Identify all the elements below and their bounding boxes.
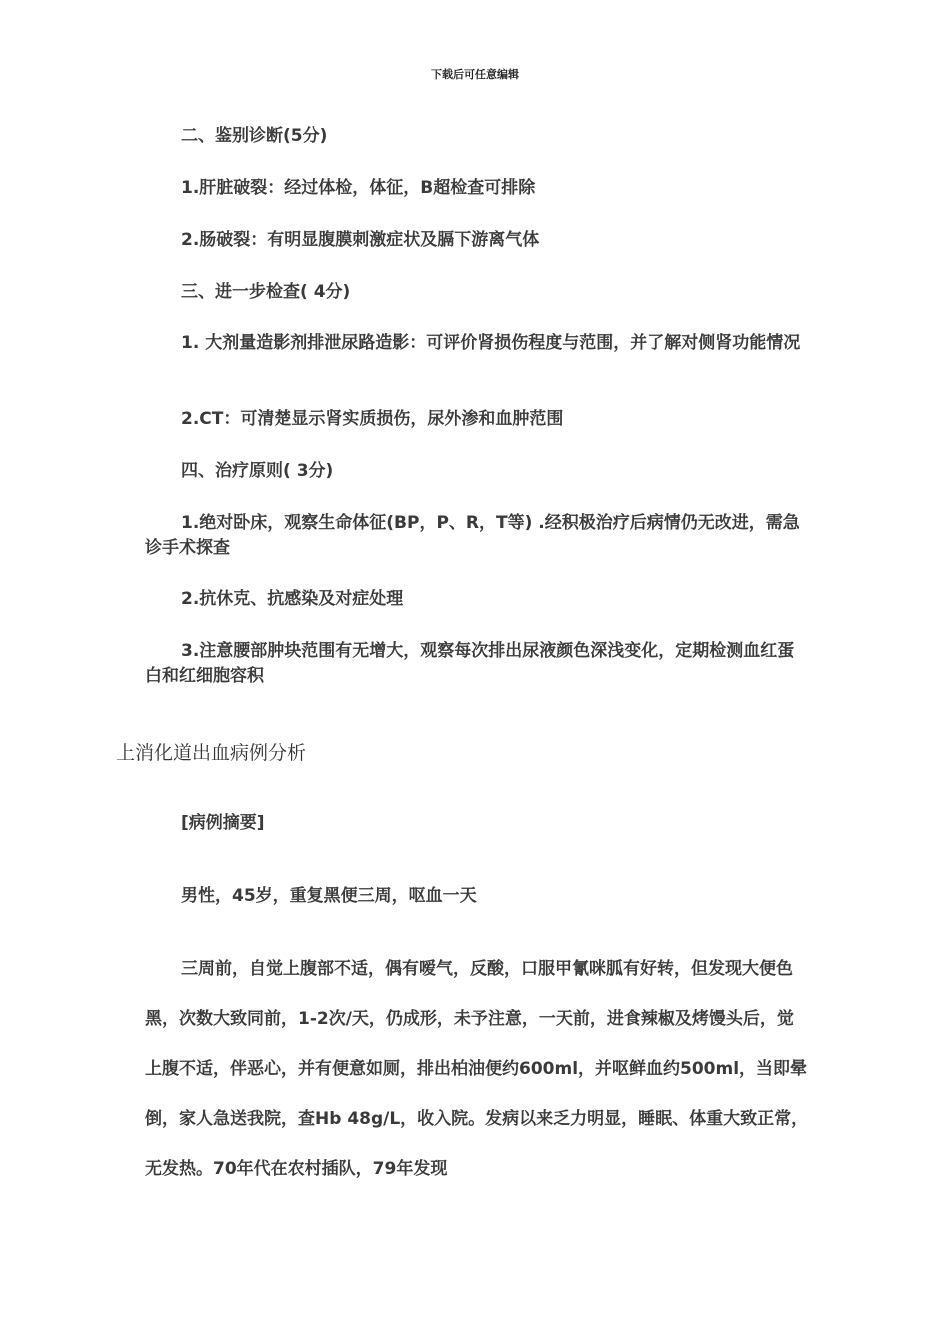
treatment-heading: 四、治疗原则( 3分) xyxy=(181,461,334,481)
case-title: 上消化道出血病例分析 xyxy=(116,742,307,764)
page-header: 下载后可任意编辑 xyxy=(431,68,519,81)
case-summary-label: [病例摘要] xyxy=(181,813,265,833)
case-history: 三周前，自觉上腹部不适，偶有嗳气，反酸，口服甲氰咪胍有好转，但发现大便色黑，次数大致同前，1-2次/天，仍成形，未予注意，一天前，进食辣椒及烤馒头后，觉上腹不适，伴恶心，并有便意如厕，排出柏油便约600ml，并呕鲜血约500ml，当即晕倒，家人急送我院，查Hb 48g/L，收入院。发病以来乏力明显，睡眠、体重大致正常，无发热。70年代在农村插队，79年发现 xyxy=(145,959,809,1179)
exam-heading: 三、进一步检查( 4分) xyxy=(181,282,351,302)
treatment-item-3: 3.注意腰部肿块范围有无增大，观察每次排出尿液颜色深浅变化，定期检测血红蛋白和红细胞容积 xyxy=(145,641,795,686)
treatment-item-2: 2.抗休克、抗感染及对症处理 xyxy=(181,589,404,609)
differential-item-2: 2.肠破裂：有明显腹膜刺激症状及膈下游离气体 xyxy=(181,230,540,250)
differential-heading: 二、鉴别诊断(5分) xyxy=(181,126,328,146)
treatment-item-1: 1.绝对卧床，观察生命体征(BP，P、R，T等) .经积极治疗后病情仍无改进，需急诊手术探查 xyxy=(145,513,800,558)
differential-item-1: 1.肝脏破裂：经过体检，体征，B超检查可排除 xyxy=(181,178,536,198)
exam-item-1: 1. 大剂量造影剂排泄尿路造影：可评价肾损伤程度与范围，并了解对侧肾功能情况 xyxy=(181,333,801,353)
case-chief-complaint: 男性，45岁，重复黑便三周，呕血一天 xyxy=(181,886,477,906)
exam-item-2: 2.CT：可清楚显示肾实质损伤，尿外渗和血肿范围 xyxy=(181,409,564,429)
